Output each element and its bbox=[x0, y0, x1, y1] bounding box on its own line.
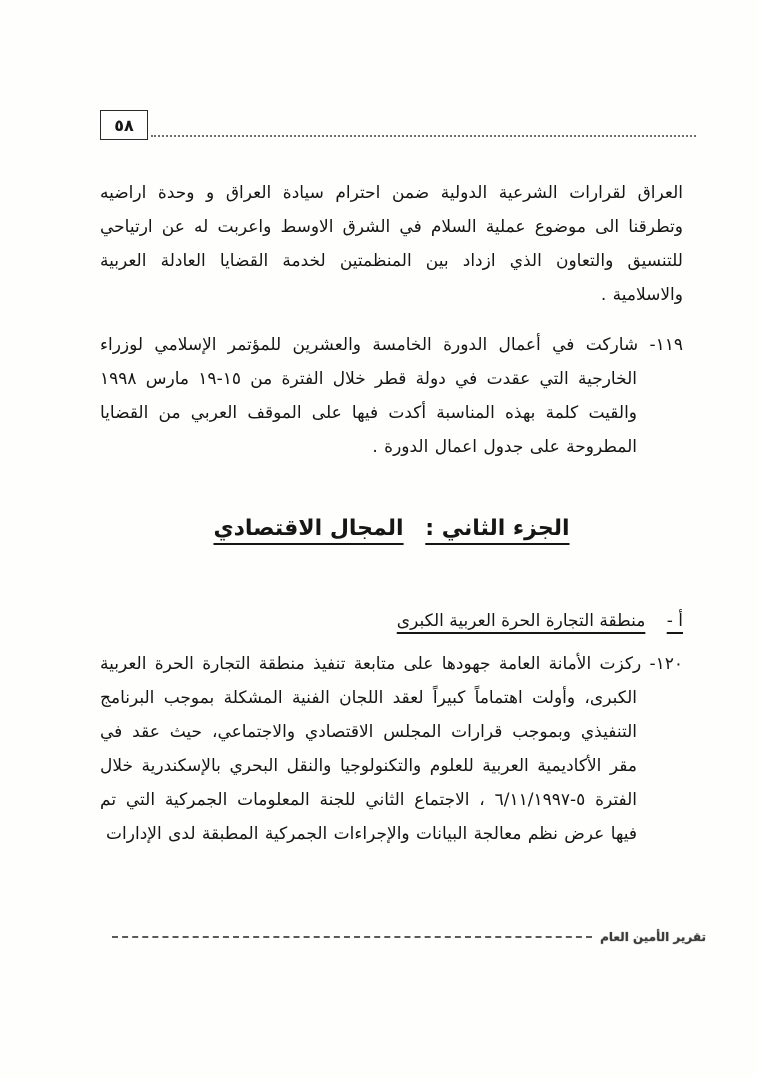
item-120-text: ركزت الأمانة العامة جهودها على متابعة تنفيذ منطقة التجارة الحرة العربية الكبرى، وأولت اهتماماً كبيراً لعقد اللجان الفنية المشكلة بموجب البرنامج التنفيذي وبموجب قرارات المجلس الاقتصادي والاجتماعي، حيث عقد في مقر الأكاديمية العربية للعلوم والتكنولوجيا والنقل البحري بالإسكندرية خلال الفترة ٥-٦/١١/١٩٩٧ ، الاجتماع الثاني للجنة المعلومات الجمركية التي تم فيها عرض نظم معالجة البيانات والإجراءات الجمركية المطبقة لدى الإدارات bbox=[100, 654, 642, 844]
page-header bbox=[100, 110, 696, 140]
page-footer bbox=[112, 930, 706, 944]
item-119-number: ١١٩- bbox=[649, 335, 684, 355]
item-120-number: ١٢٠- bbox=[649, 654, 684, 674]
document-content bbox=[100, 176, 683, 851]
subsection-marker: أ - bbox=[666, 611, 683, 631]
section-heading bbox=[100, 516, 683, 541]
footer-dashed-rule bbox=[112, 936, 592, 938]
section-heading-title: المجال الاقتصادي bbox=[213, 516, 404, 541]
page-number: ٥٨ bbox=[114, 115, 134, 135]
section-heading-part: الجزء الثاني : bbox=[425, 516, 570, 541]
footer-title: تقرير الأمين العام bbox=[600, 930, 706, 944]
subsection-heading bbox=[100, 611, 683, 631]
item-119-text: شاركت في أعمال الدورة الخامسة والعشرين للمؤتمر الإسلامي لوزراء الخارجية التي عقدت في دولة قطر خلال الفترة من ١٥-١٩ مارس ١٩٩٨ والقيت كلمة بهذه المناسبة أكدت فيها على الموقف العربي من القضايا المطروحة على جدول اعمال الدورة . bbox=[100, 335, 639, 457]
numbered-item-119 bbox=[100, 328, 683, 464]
numbered-item-120 bbox=[100, 647, 683, 851]
page-number-box bbox=[100, 110, 148, 140]
subsection-title: منطقة التجارة الحرة العربية الكبرى bbox=[396, 611, 646, 631]
header-dotted-rule bbox=[151, 135, 696, 137]
continuation-paragraph: العراق لقرارات الشرعية الدولية ضمن احترام سيادة العراق و وحدة اراضيه وتطرقنا الى موضوع عملية السلام في الشرق الاوسط واعربت له عن ارتياحي للتنسيق والتعاون الذي ازداد بين المنظمتين لخدمة القضايا العادلة العربية والاسلامية . bbox=[100, 183, 683, 305]
